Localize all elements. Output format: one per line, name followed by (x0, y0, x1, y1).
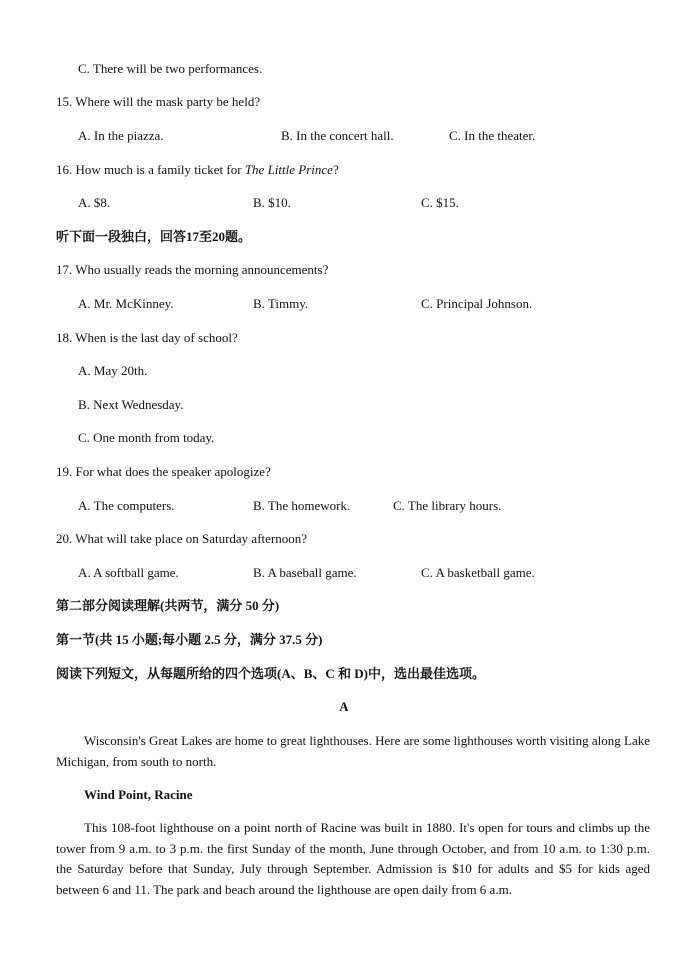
question-number: 17. (56, 262, 73, 277)
question-stem-post: ? (332, 162, 339, 177)
listening-instruction: 听下面一段独白，回答17至20题。 (56, 229, 252, 244)
reading-instruction: 阅读下列短文，从每题所给的四个选项(A、B、C 和 D)中，选出最佳选项。 (56, 666, 485, 681)
q20-option-a: A. A softball game. (78, 565, 179, 580)
q15-option-b: B. In the concert hall. (281, 128, 394, 143)
question-20 (56, 530, 307, 548)
question-number: 15. (56, 94, 73, 109)
q20-option-c: C. A basketball game. (421, 565, 535, 580)
q19-option-a: A. The computers. (78, 498, 175, 513)
question-15 (56, 93, 260, 111)
q14-option-c: C. There will be two performances. (78, 61, 263, 76)
q15-option-c: C. In the theater. (449, 128, 536, 143)
question-17 (56, 261, 328, 279)
passage-letter: A (339, 699, 349, 714)
question-number: 20. (56, 531, 73, 546)
question-number: 18. (56, 330, 73, 345)
question-number: 19. (56, 464, 73, 479)
question-18 (56, 329, 238, 347)
q16-option-b: B. $10. (253, 195, 291, 210)
q20-option-b: B. A baseball game. (253, 565, 357, 580)
question-stem-pre: How much is a family ticket for (75, 162, 245, 177)
q19-option-c: C. The library hours. (393, 498, 502, 513)
section-subheading: Wind Point, Racine (84, 787, 193, 802)
part2-heading: 第二部分阅读理解(共两节，满分 50 分) (56, 598, 280, 613)
intro-paragraph: Wisconsin's Great Lakes are home to great lighthouses. Here are some lighthouses worth visiting along Lake Michigan, from south to north. (56, 733, 650, 769)
q18-option-b: B. Next Wednesday. (78, 397, 184, 412)
question-stem: For what does the speaker apologize? (75, 464, 271, 479)
question-stem: Where will the mask party be held? (75, 94, 261, 109)
body-paragraph: This 108-foot lighthouse on a point north of Racine was built in 1880. It's open for tours and climbs up the tower from 9 a.m. to 3 p.m. the first Sunday of the month, June through October, and from 10 a.m. to 1:30 p.m. the Saturday before that Sunday, July through September. Admission is $10 for adults and $5 for kids aged between 6 and 11. The park and beach around the lighthouse are open daily from 6 a.m. (56, 820, 650, 897)
question-stem: Who usually reads the morning announcements? (75, 262, 329, 277)
q17-option-a: A. Mr. McKinney. (78, 296, 174, 311)
section1-heading: 第一节(共 15 小题;每小题 2.5 分，满分 37.5 分) (56, 632, 323, 647)
q16-option-c: C. $15. (421, 195, 459, 210)
q15-option-a: A. In the piazza. (78, 128, 164, 143)
q19-option-b: B. The homework. (253, 498, 351, 513)
q18-option-c: C. One month from today. (78, 430, 215, 445)
q16-option-a: A. $8. (78, 195, 111, 210)
question-number: 16. (56, 162, 73, 177)
question-stem: What will take place on Saturday afternoon? (75, 531, 308, 546)
question-stem-title: The Little Prince (244, 162, 333, 177)
question-stem: When is the last day of school? (75, 330, 238, 345)
q17-option-c: C. Principal Johnson. (421, 296, 533, 311)
q18-option-a: A. May 20th. (78, 363, 148, 378)
question-16 (56, 161, 339, 179)
q17-option-b: B. Timmy. (253, 296, 309, 311)
question-19 (56, 463, 271, 481)
